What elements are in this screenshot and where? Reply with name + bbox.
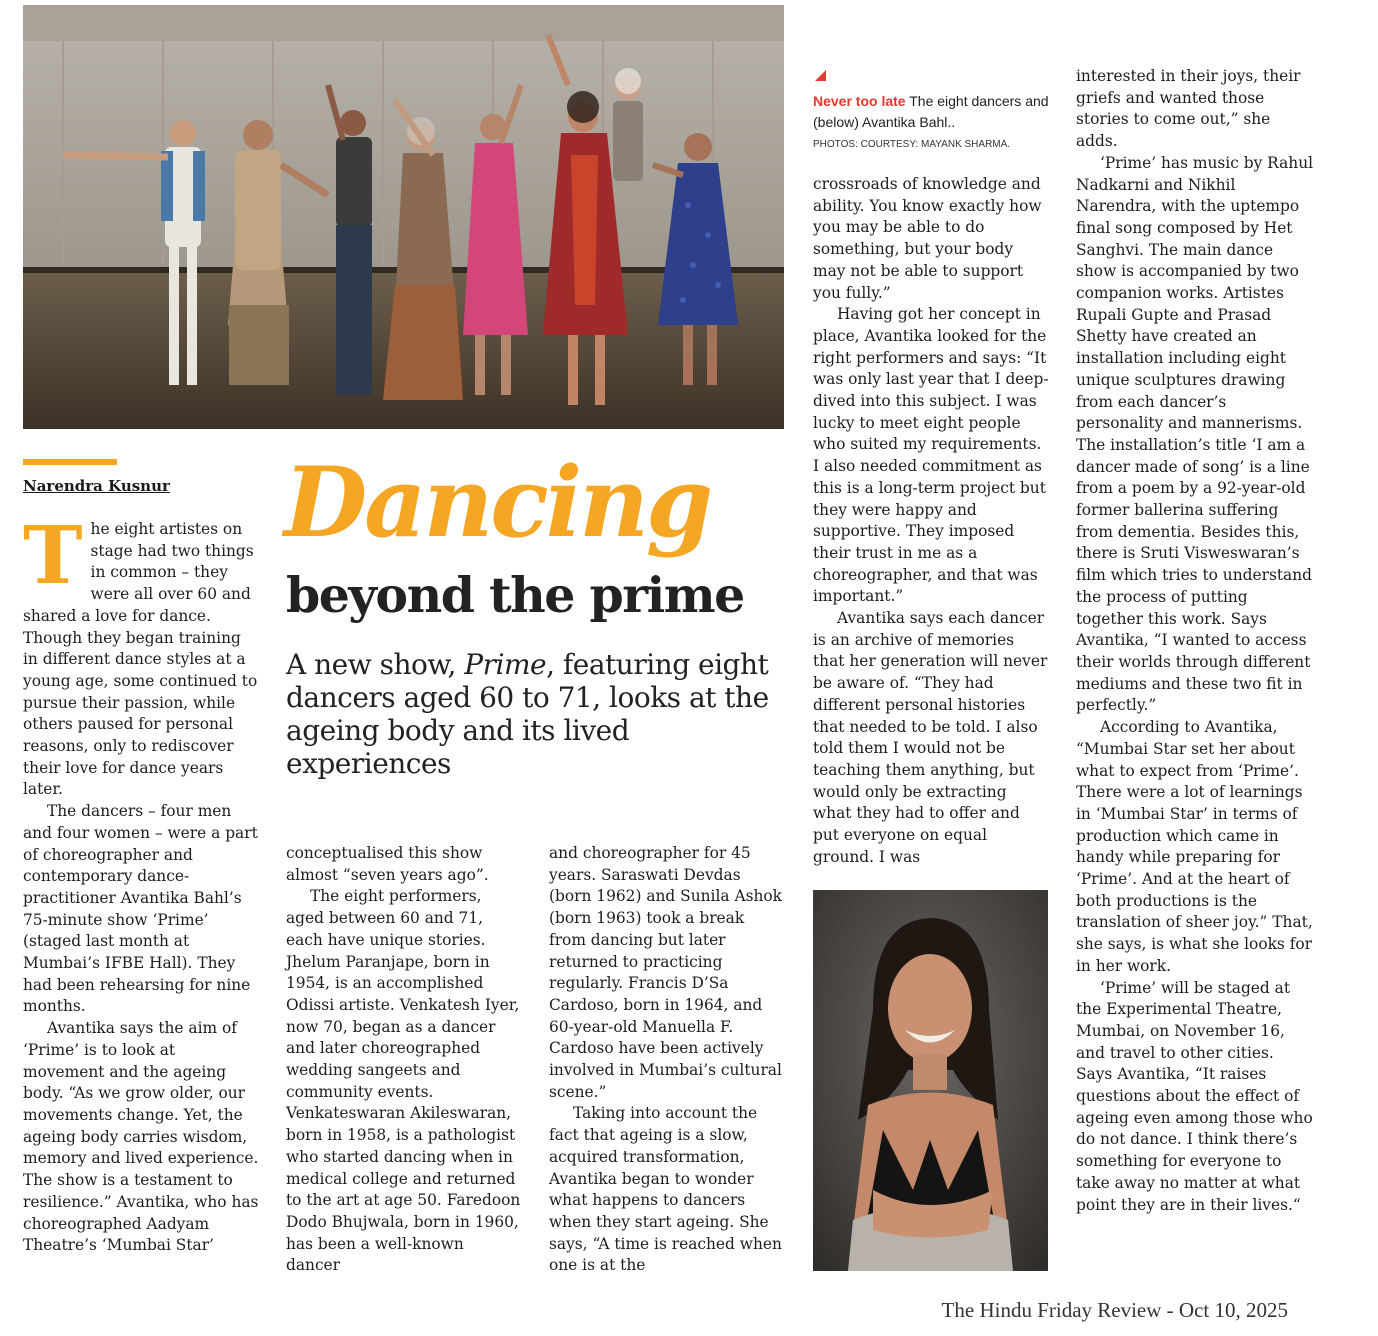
headline-secondary: beyond the prime xyxy=(286,566,744,624)
paragraph: conceptualised this show almost “seven years ago”. xyxy=(286,844,489,884)
paragraph: ‘Prime’ will be staged at the Experimental Theatre, Mumbai, on November 16, and travel to other cities. Says Avantika, “It raises questions about the effect of ageing even among those who do not dance. I think there’s something for everyone to take away no matter at what point they are in their lives.“ xyxy=(1076,978,1313,1214)
dancers-group-photo xyxy=(23,5,784,429)
standfirst-italic: Prime xyxy=(464,648,547,681)
paragraph: Taking into account the fact that ageing is a slow, acquired transformation, Avantika began to wonder what happens to dancers when they start ageing. She says, “A time is reached when one is at the xyxy=(549,1104,782,1275)
avantika-portrait-photo xyxy=(813,890,1048,1271)
publication-footer: The Hindu Friday Review - Oct 10, 2025 xyxy=(941,1298,1288,1322)
paragraph: and choreographer for 45 years. Saraswati Devdas (born 1962) and Sunila Ashok (born 1963) took a break from dancing but later returned to practicing regularly. Francis D’Sa Cardoso, born in 1964, and 60-year-old Manuella F. Cardoso have been actively involved in Mumbai’s cultural scene.” xyxy=(549,844,782,1101)
paragraph xyxy=(23,508,259,801)
paragraph: Having got her concept in place, Avantika looked for the right performers and says: “It was only last year that I deep-dived into this subject. I was lucky to meet eight people who suited my requirements. I also needed commitment as this is a long-term project but they were happy and supportive. They imposed their trust in me as a choreographer, and that was important.” xyxy=(813,305,1049,606)
paragraph: Avantika says the aim of ‘Prime’ is to look at movement and the ageing body. “As we grow older, our movements change. Yet, the ageing body carries wisdom, memory and lived experience. The show is a testament to resilience.” Avantika, who has choreographed Aadyam Theatre’s ‘Mumbai Star’ xyxy=(23,1019,259,1255)
drop-cap: T xyxy=(23,508,83,602)
caption-marker-icon xyxy=(815,70,826,81)
photo-credit: PHOTOS: COURTESY: MAYANK SHARMA. xyxy=(813,139,1011,150)
paragraph: interested in their joys, their griefs and wanted those stories to come out,” she adds. xyxy=(1076,67,1301,151)
paragraph: The eight performers, aged between 60 and 71, each have unique stories. Jhelum Paranjape, born in 1954, is an accomplished Odissi artiste. Venkatesh Iyer, now 70, began as a dancer and later choreographed wedding sangeets and community events. Venkateswaran Akileswaran, born in 1958, is a pathologist who started dancing when in medical college and returned to the art at age 50. Faredoon Dodo Bhujwala, born in 1960, has been a well-known dancer xyxy=(286,887,521,1275)
paragraph: ‘Prime’ has music by Rahul Nadkarni and Nikhil Narendra, with the uptempo final song composed by Het Sanghvi. The main dance show is accompanied by two companion works. Artistes Rupali Gupte and Prasad Shetty have created an installation including eight unique sculptures drawing from each dancer’s personality and mannerisms. The installation’s title ‘I am a dancer made of song’ is a line from a poem by a 92-year-old former ballerina suffering from dementia. Besides this, there is Sruti Visweswaran’s film which tries to understand the process of putting together this work. Says Avantika, “I wanted to access their worlds through different mediums and these two fit in perfectly.” xyxy=(1076,153,1314,715)
caption-text: The eight dancers and (below) Avantika Bahl.. xyxy=(813,93,1049,130)
headline-main: Dancing xyxy=(284,446,711,559)
byline: Narendra Kusnur xyxy=(23,477,170,495)
article-column-3 xyxy=(549,843,785,1277)
standfirst xyxy=(286,648,786,780)
paragraph: The dancers – four men and four women – were a part of choreographer and contemporary dance-practitioner Avantika Bahl’s 75-minute show ‘Prime’ (staged last month at Mumbai’s IFBE Hall). They had been rehearsing for nine months. xyxy=(23,802,258,1016)
caption-lead: Never too late xyxy=(813,93,906,109)
photo-caption xyxy=(813,91,1053,133)
article-column-1 xyxy=(23,508,259,1257)
standfirst-pre: A new show, xyxy=(286,648,465,681)
article-column-2 xyxy=(286,843,522,1277)
paragraph: According to Avantika, “Mumbai Star set her about what to expect from ‘Prime’. There were a lot of learnings in ‘Mumbai Star’ in terms of production which came in handy while preparing for ‘Prime’. And at the heart of both productions is the translation of sheer joy.” That, she says, is what she looks for in her work. xyxy=(1076,718,1313,975)
accent-bar xyxy=(23,459,117,465)
paragraph: crossroads of knowledge and ability. You know exactly how you may be able to do something, but your body may not be able to support you fully.” xyxy=(813,175,1042,302)
paragraph: Avantika says each dancer is an archive of memories that her generation will never be aware of. “They had different personal histories that needed to be told. I also told them I would not be teaching them anything, but would only be extracting what they had to offer and put everyone on equal ground. I was xyxy=(813,609,1048,866)
article-column-4 xyxy=(813,174,1049,869)
standfirst-post: , featuring eight dancers aged 60 to 71, looks at the ageing body and its lived experiences xyxy=(286,648,769,780)
article-column-5 xyxy=(1076,66,1314,1216)
paragraph-text: he eight artistes on stage had two things in common – they were all over 60 and shared a love for dance. Though they began training in different dance styles at a young age, some continued to pursue their passion, while others paused for personal reasons, only to rediscover their love for dance years later. xyxy=(23,520,258,799)
